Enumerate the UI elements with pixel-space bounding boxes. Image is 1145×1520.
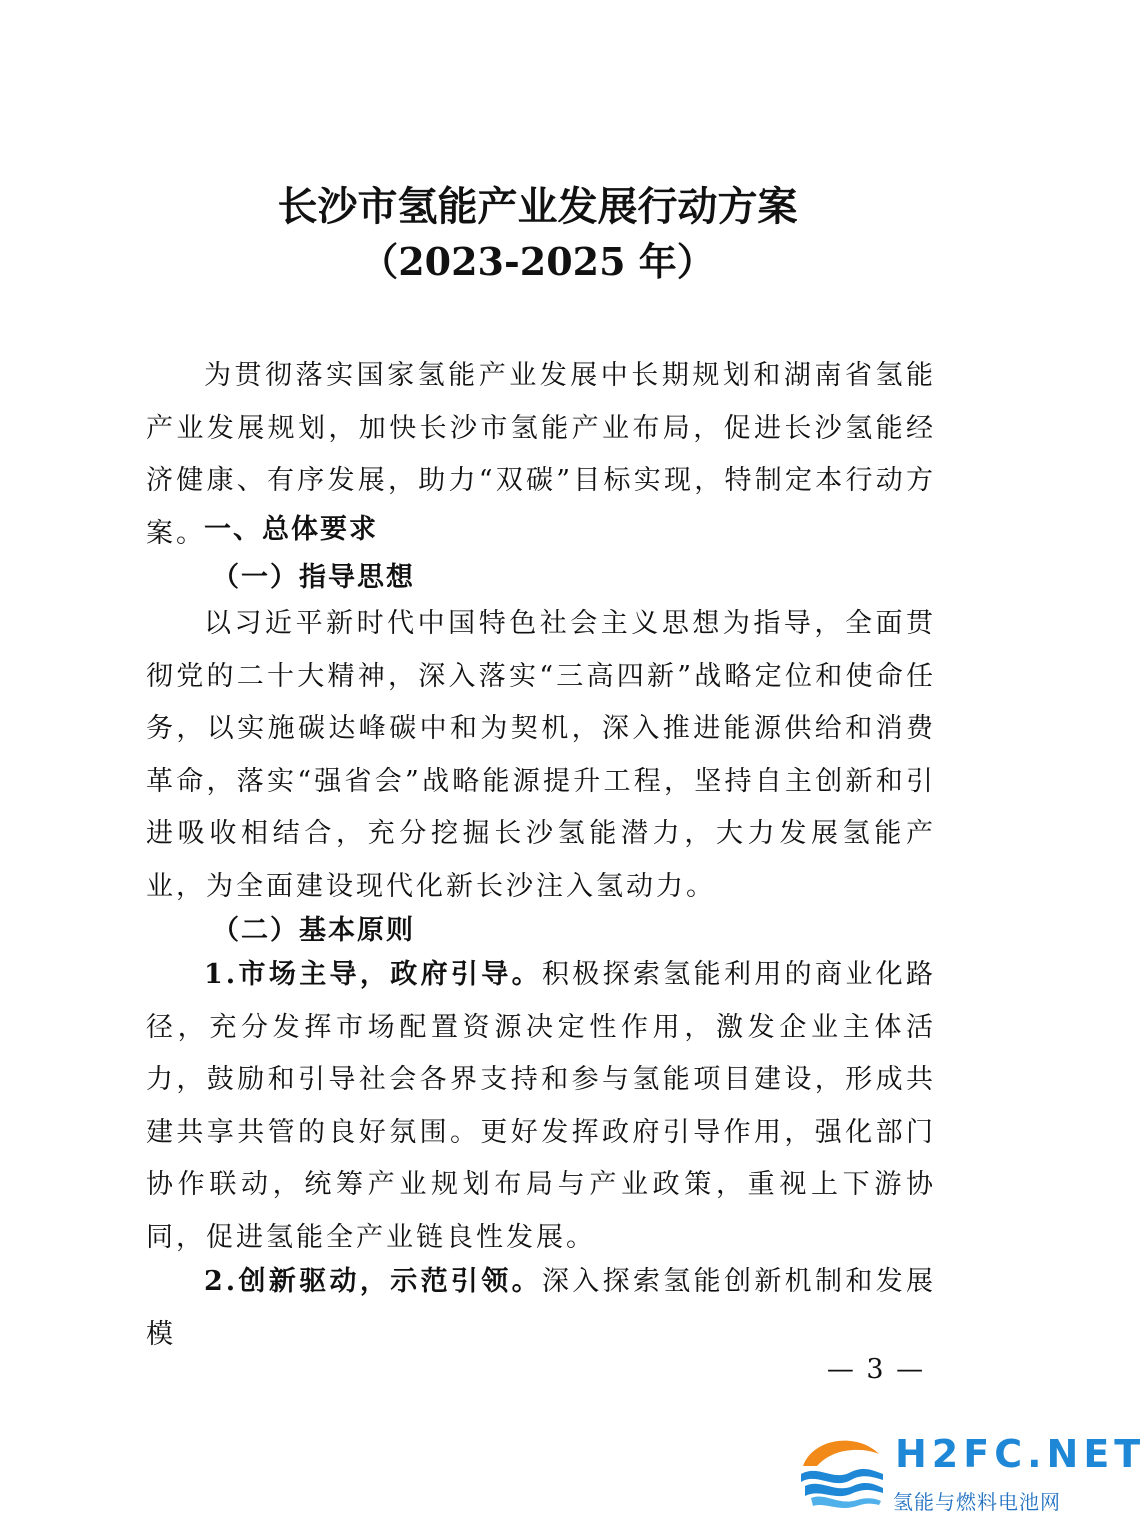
document-title: 长沙市氢能产业发展行动方案 bbox=[277, 183, 798, 230]
section-heading-general-requirements: 一、总体要求 bbox=[204, 514, 378, 545]
paragraph-principle-2 bbox=[146, 1256, 936, 1361]
watermark-name: H2FC.NET bbox=[895, 1432, 1145, 1476]
page-number: — 3 — bbox=[826, 1354, 926, 1385]
document-subtitle: （2023-2025 年） bbox=[360, 239, 715, 284]
principle-2-text: 深入探索氢能创新机制和发展模 bbox=[146, 1266, 937, 1350]
subsection-heading-guiding-ideology: （一）指导思想 bbox=[212, 562, 415, 593]
watermark-subtitle: 氢能与燃料电池网 bbox=[893, 1490, 1061, 1514]
principle-1-lead: 1.市场主导，政府引导。 bbox=[204, 959, 542, 990]
subsection-heading-basic-principles: （二）基本原则 bbox=[212, 915, 415, 946]
wave-logo-icon bbox=[795, 1430, 887, 1510]
principle-1-text: 积极探索氢能利用的商业化路径，充分发挥市场配置资源决定性作用，激发企业主体活力，鼓励和引导社会各界支持和参与氢能项目建设，形成共建共享共管的良好氛围。更好发挥政府引导作用，强化部门协作联动，统筹产业规划布局与产业政策，重视上下游协同，促进氢能全产业链良性发展。 bbox=[146, 959, 937, 1253]
paragraph-intro: 为贯彻落实国家氢能产业发展中长期规划和湖南省氢能产业发展规划，加快长沙市氢能产业布局，促进长沙氢能经济健康、有序发展，助力“双碳”目标实现，特制定本行动方案。 bbox=[146, 360, 936, 549]
watermark-logo bbox=[795, 1418, 1145, 1518]
paragraph-guiding-ideology: 以习近平新时代中国特色社会主义思想为指导，全面贯彻党的二十大精神，深入落实“三高四新”战略定位和使命任务，以实施碳达峰碳中和为契机，深入推进能源供给和消费革命，落实“强省会”战略能源提升工程，坚持自主创新和引进吸收相结合，充分挖掘长沙氢能潜力，大力发展氢能产业，为全面建设现代化新长沙注入氢动力。 bbox=[146, 608, 936, 902]
principle-2-lead: 2.创新驱动，示范引领。 bbox=[204, 1266, 542, 1297]
paragraph-principle-1 bbox=[146, 949, 936, 1264]
